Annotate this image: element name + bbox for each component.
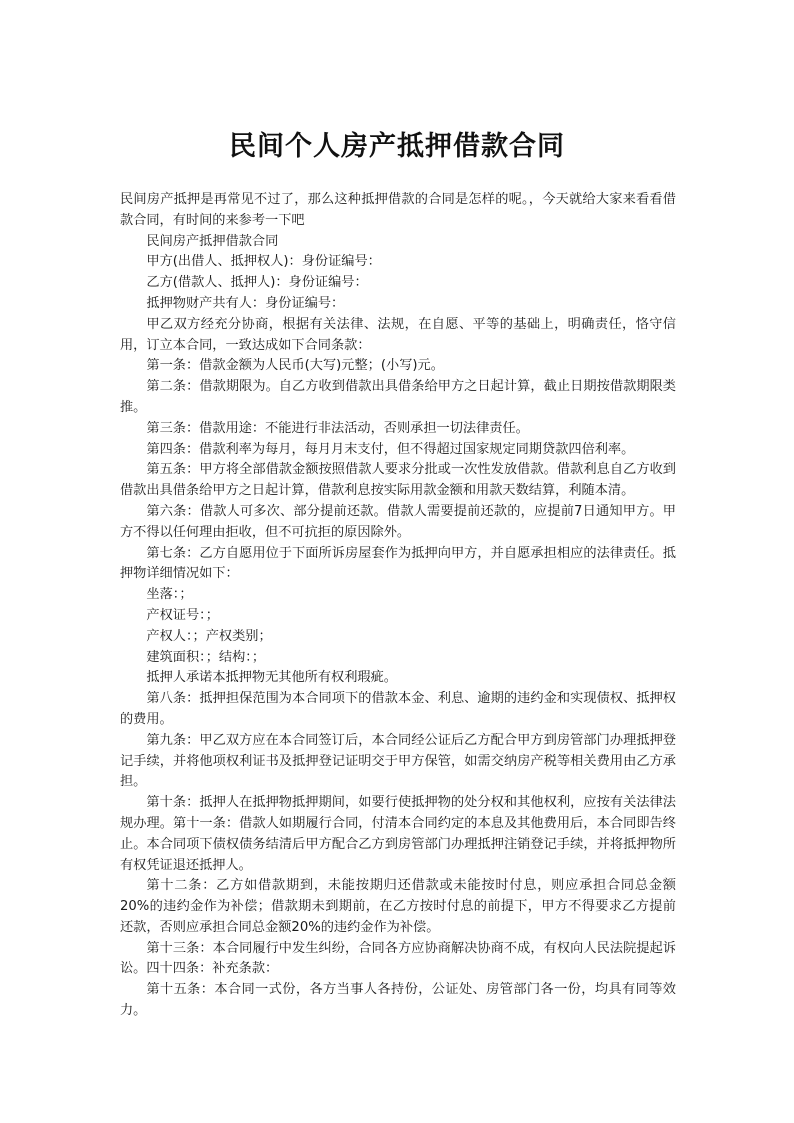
paragraph-article-4: 第四条：借款利率为每月，每月月末支付，但不得超过国家规定同期贷款四倍利率。 <box>146 441 635 457</box>
paragraph-owner: 产权人：；产权类别； <box>146 628 272 644</box>
paragraph-co-owner: 抵押物财产共有人：身份证编号： <box>146 295 345 311</box>
paragraph-article-3: 第三条：借款用途：不能进行非法活动，否则承担一切法律责任。 <box>146 420 529 436</box>
paragraph-article-10: 第十条：抵押人在抵押物抵押期间，如要行使抵押物的处分权和其他权利，应按有关法律法规办理。第十一条：借款人如期履行合同，付清本合同约定的本息及其他费用后，本合同即告终止。本合同项下债权债务结清后甲方配合乙方到房管部门办理抵押注销登记手续，并将抵押物所有权凭证退还抵押人。 <box>120 795 676 873</box>
paragraph-contract-heading: 民间房产抵押借款合同 <box>146 233 279 249</box>
paragraph-area: 建筑面积：；结构：； <box>146 649 266 665</box>
paragraph-preamble: 甲乙双方经充分协商，根据有关法律、法规，在自愿、平等的基础上，明确责任，恪守信用，订立本合同，一致达成如下合同条款： <box>120 316 676 353</box>
paragraph-party-a: 甲方(出借人、抵押权人)：身份证编号： <box>146 254 381 270</box>
paragraph-party-b: 乙方(借款人、抵押人)：身份证编号： <box>146 275 368 291</box>
paragraph-mortgagor-promise: 抵押人承诺本抵押物无其他所有权利瑕疵。 <box>146 670 397 686</box>
intro-paragraph: 民间房产抵押是再常见不过了，那么这种抵押借款的合同是怎样的呢。，今天就给大家来看看借款合同，有时间的来参考一下吧 <box>120 192 676 228</box>
paragraph-article-7: 第七条：乙方自愿用位于下面所诉房屋套作为抵押向甲方，并自愿承担相应的法律责任。抵押物详细情况如下： <box>120 545 676 582</box>
paragraph-location: 坐落：； <box>146 587 193 603</box>
paragraph-article-9: 第九条：甲乙双方应在本合同签订后，本合同经公证后乙方配合甲方到房管部门办理抵押登记手续，并将他项权利证书及抵押登记证明交于甲方保管，如需交纳房产税等相关费用由乙方承担。 <box>120 732 676 790</box>
paragraph-article-5: 第五条：甲方将全部借款金额按照借款人要求分批或一次性发放借款。借款利息自乙方收到借款出具借条给甲方之日起计算，借款利息按实际用款金额和用款天数结算，利随本清。 <box>120 462 676 499</box>
paragraph-article-8: 第八条：抵押担保范围为本合同项下的借款本金、利息、逾期的违约金和实现债权、抵押权的费用。 <box>120 691 676 727</box>
paragraph-article-6: 第六条：借款人可多次、部分提前还款。借款人需要提前还款的，应提前7日通知甲方。甲方不得以任何理由拒收，但不可抗拒的原因除外。 <box>120 503 676 540</box>
paragraph-article-1: 第一条：借款金额为人民币(大写)元整；(小写)元。 <box>146 358 444 374</box>
paragraph-article-13: 第十三条：本合同履行中发生纠纷，合同各方应协商解决协商不成，有权向人民法院提起诉讼。四十四条：补充条款： <box>120 940 676 977</box>
paragraph-article-15: 第十五条：本合同一式份，各方当事人各持份，公证处、房管部门各一份，均具有同等效力。 <box>120 982 676 1019</box>
paragraph-article-2: 第二条：借款期限为。自乙方收到借款出具借条给甲方之日起计算，截止日期按借款期限类推。 <box>120 379 676 415</box>
paragraph-certificate-number: 产权证号：； <box>146 607 219 623</box>
document-body <box>120 190 676 1022</box>
paragraph-article-12: 第十二条：乙方如借款期到，未能按期归还借款或未能按时付息，则应承担合同总金额20%的违约金作为补偿；借款期未到期前，在乙方按时付息的前提下，甲方不得要求乙方提前还款，否则应承担合同总金额20%的违约金作为补偿。 <box>120 878 676 935</box>
document-title: 民间个人房产抵押借款合同 <box>229 131 565 162</box>
